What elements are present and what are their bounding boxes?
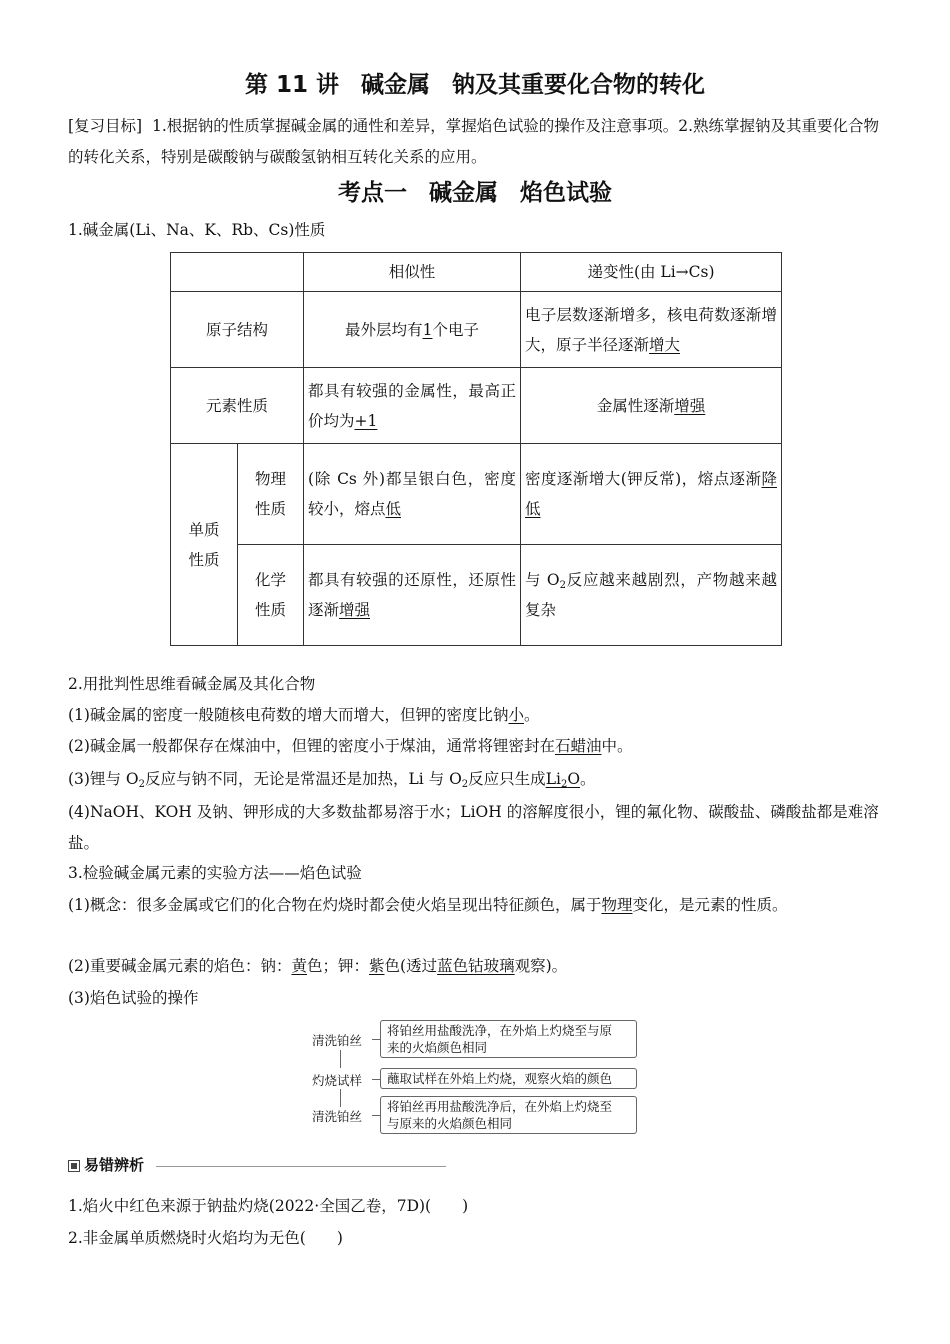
table-header-row: [171, 253, 782, 292]
text: 。: [523, 706, 540, 724]
flow-step-2-label: 灼烧试样: [312, 1073, 363, 1088]
answer: 增强: [674, 396, 706, 415]
answer: 黄: [291, 957, 307, 975]
header-divider: [156, 1166, 446, 1167]
row-label-simple-substance: 单质性质: [171, 444, 238, 646]
answer: 低: [385, 500, 402, 518]
subscript: 2: [560, 779, 568, 790]
flow-step-1-text-line-2: 来的火焰颜色相同: [387, 1040, 488, 1055]
cell-physical-similar: [304, 444, 521, 545]
text: 电子层数逐渐增多，核电荷数逐渐增大，原子半径逐渐: [525, 305, 777, 354]
error-analysis-header: [68, 1155, 448, 1177]
subheading-flame-test: 3.检验碱金属元素的实验方法——焰色试验: [68, 864, 362, 882]
error-analysis-title: 易错辨析: [84, 1156, 145, 1174]
text: (2)碱金属一般都保存在煤油中，但锂的密度小于煤油，通常将锂密封在: [68, 737, 555, 755]
point-density: [68, 700, 884, 731]
subscript: 2: [559, 580, 566, 591]
table-row-chemical: [171, 545, 782, 646]
text: 反应与钠不同，无论是常温还是加热，Li 与 O: [144, 770, 462, 788]
text: Li: [545, 770, 561, 788]
text: (1)碱金属的密度一般随核电荷数的增大而增大，但钾的密度比钠: [68, 706, 509, 724]
title-part-1: 碱金属: [361, 72, 431, 98]
subscript: 2: [461, 779, 469, 790]
table-row-element: [171, 368, 782, 444]
text: 色(透过: [384, 957, 438, 975]
flow-step-3-box: [380, 1096, 637, 1134]
cell-element-trend: [521, 368, 782, 444]
flow-connector: [372, 1039, 380, 1040]
flow-connector: [372, 1115, 380, 1116]
point-flame-operation: (3)焰色试验的操作: [68, 989, 199, 1007]
error-question-1: 1.焰火中红色来源于钠盐灼烧(2022·全国乙卷，7D)( ): [68, 1197, 469, 1215]
header-similarity: 相似性: [304, 253, 521, 292]
cell-atomic-similar: [304, 292, 521, 368]
text: 个电子: [432, 320, 479, 339]
answer: 增大: [649, 335, 681, 354]
row-label-element: 元素性质: [171, 368, 304, 444]
subheading-alkali-properties: 1.碱金属(Li、Na、K、Rb、Cs)性质: [68, 221, 326, 239]
text: (3)锂与 O: [68, 770, 139, 788]
text: 观察)。: [514, 957, 568, 975]
flow-step-3-text-line-2: 与原来的火焰颜色相同: [387, 1116, 513, 1131]
point-lithium-oxygen: [68, 764, 884, 795]
header-trend: 递变性(由 Li→Cs): [521, 253, 782, 292]
row-label-atomic: 原子结构: [171, 292, 304, 368]
section-number: 考点一: [338, 180, 407, 206]
lecture-number: 第 11 讲: [244, 72, 340, 98]
text: 密度逐渐增大(钾反常)，熔点逐渐: [525, 470, 762, 488]
answer: 增强: [339, 601, 371, 619]
flow-step-1-text-line-1: 将铂丝用盐酸洗净，在外焰上灼烧至与原: [387, 1023, 613, 1038]
flow-step-2-box: 蘸取试样在外焰上灼烧，观察火焰的颜色: [380, 1068, 637, 1089]
cell-element-similar: [304, 368, 521, 444]
section-topic-2: 焰色试验: [520, 180, 612, 206]
answer: 石蜡油: [554, 737, 602, 755]
flow-step-3-label: 清洗铂丝: [312, 1109, 363, 1124]
answer: +1: [354, 411, 378, 430]
section-topic-1: 碱金属: [429, 180, 498, 206]
page-title: [0, 66, 950, 99]
text: 最外层均有: [345, 320, 423, 339]
flow-step-1-label: 清洗铂丝: [312, 1033, 363, 1048]
row-label-physical: 物理性质: [238, 444, 304, 545]
text: O: [567, 770, 581, 788]
cell-chemical-similar: [304, 545, 521, 646]
text: (除 Cs 外)都呈银白色，密度较小，熔点: [308, 470, 516, 518]
flow-step-3-text-line-1: 将铂丝再用盐酸洗净后，在外焰上灼烧至: [387, 1099, 613, 1114]
answer: 紫: [369, 957, 385, 975]
review-goals: [68, 111, 884, 173]
answer: [546, 770, 580, 788]
text: (1)概念：很多金属或它们的化合物在灼烧时都会使火焰呈现出特征颜色，属于: [68, 896, 602, 914]
section-heading: [0, 174, 950, 207]
subscript: 2: [138, 779, 145, 790]
review-goals-text: 1.根据钠的性质掌握碱金属的通性和差异，掌握焰色试验的操作及注意事项。2.熟练掌握钠及其重要化合物的转化关系，特别是碳酸钠与碳酸氢钠相互转化关系的应用。: [68, 117, 880, 166]
cell-physical-trend: [521, 444, 782, 545]
text: 反应只生成: [468, 770, 546, 788]
answer: 降低: [525, 470, 777, 518]
point-storage: [68, 731, 884, 762]
text: 与 O: [525, 571, 560, 589]
table-corner-cell: [171, 253, 304, 292]
point-flame-colors: [68, 951, 884, 982]
flow-connector: [372, 1079, 380, 1080]
flow-step-1-box: [380, 1020, 637, 1058]
review-goals-label: [复习目标]: [68, 117, 143, 135]
table-row-physical: [171, 444, 782, 545]
answer: 1: [422, 320, 433, 339]
subheading-critical-thinking: 2.用批判性思维看碱金属及其化合物: [68, 675, 316, 693]
text: 。: [580, 770, 596, 788]
flame-test-flowchart: [312, 1018, 642, 1136]
alkali-properties-table: [170, 252, 782, 646]
title-part-2: 钠及其重要化合物的转化: [452, 72, 706, 98]
flow-arrow-2: [340, 1089, 341, 1107]
cell-atomic-trend: [521, 292, 782, 368]
text: (2)重要碱金属元素的焰色：钠：: [68, 957, 292, 975]
cell-chemical-trend: [521, 545, 782, 646]
point-solubility: (4)NaOH、KOH 及钠、钾形成的大多数盐都易溶于水；LiOH 的溶解度很小，锂的氟化物、碳酸盐、磷酸盐都是难溶盐。: [68, 803, 879, 852]
text: 中。: [601, 737, 633, 755]
flow-arrow-1: [340, 1050, 341, 1068]
row-label-chemical: 化学性质: [238, 545, 304, 646]
table-row-atomic: [171, 292, 782, 368]
error-question-2: 2.非金属单质燃烧时火焰均为无色( ): [68, 1229, 343, 1247]
point-flame-concept: [68, 890, 884, 921]
answer: 物理: [601, 896, 633, 914]
text: 反应越来越剧烈，产物越来越复杂: [525, 571, 777, 619]
section-square-icon: [68, 1160, 80, 1172]
text: 都具有较强的还原性，还原性逐渐: [308, 571, 516, 619]
text: 金属性逐渐: [596, 396, 675, 415]
text: 色；钾：: [306, 957, 369, 975]
answer: 小: [508, 706, 524, 724]
answer: 蓝色钴玻璃: [437, 957, 515, 975]
text: 都具有较强的金属性，最高正价均为: [308, 381, 516, 430]
text: 变化，是元素的性质。: [632, 896, 788, 914]
